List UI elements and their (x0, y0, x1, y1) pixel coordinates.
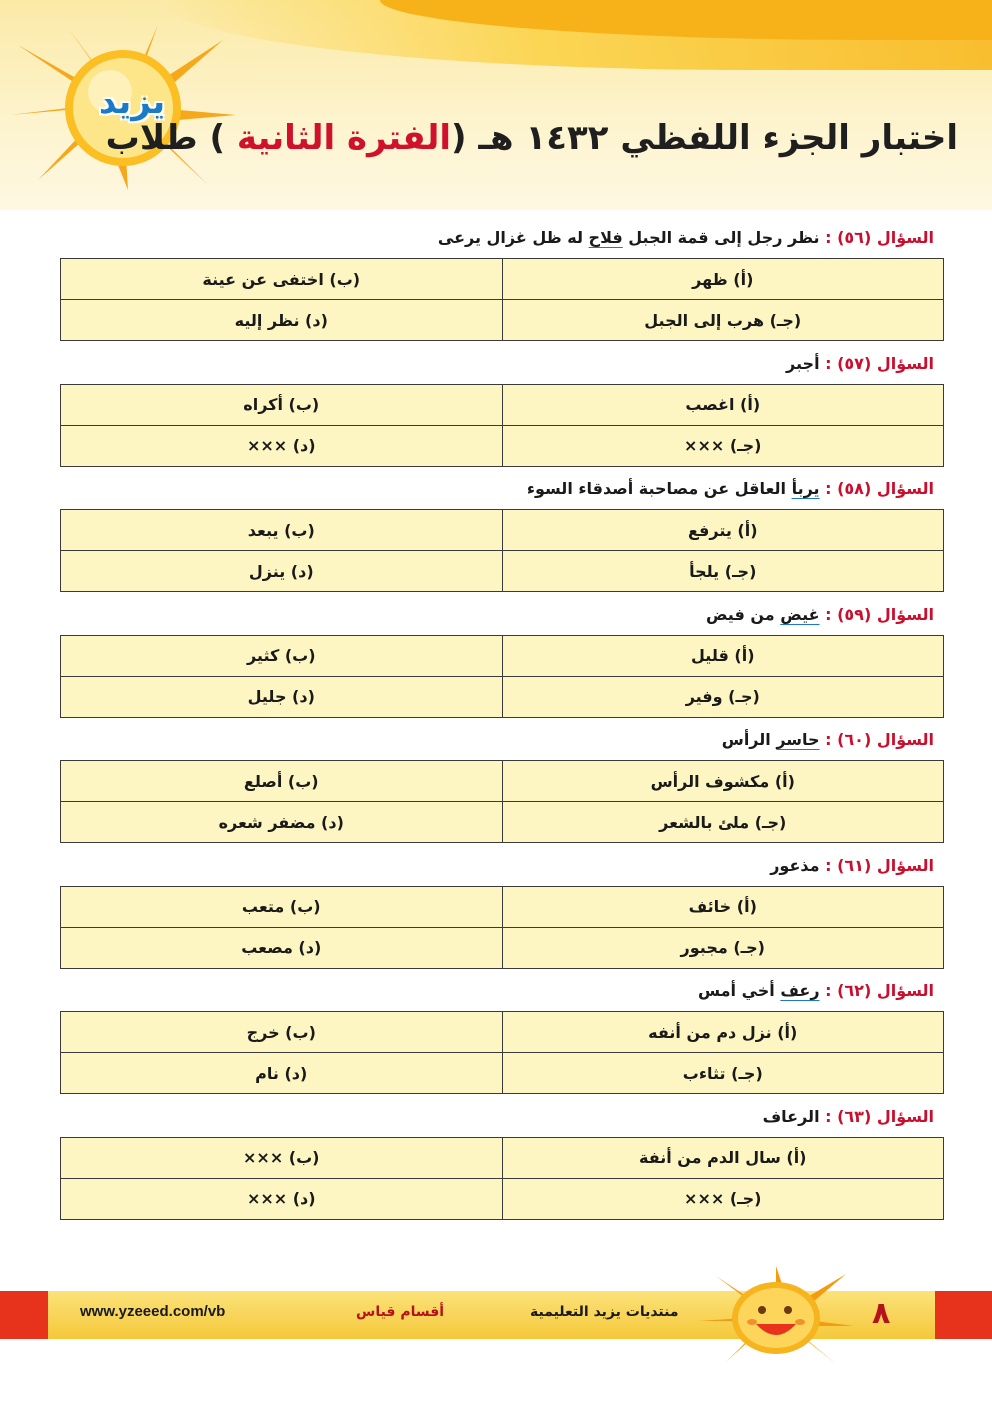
question-stem (698, 981, 820, 1000)
option-d[interactable]: (د) نظر إليه (61, 300, 503, 341)
option-c[interactable]: (جـ) ××× (502, 1178, 944, 1219)
option-a[interactable]: (أ) قليل (502, 635, 944, 676)
smiling-sun-icon (696, 1266, 856, 1366)
option-a[interactable]: (أ) نزل دم من أنفه (502, 1012, 944, 1053)
question-block (60, 222, 944, 348)
option-b[interactable]: (ب) يبعد (61, 510, 503, 551)
option-b[interactable]: (ب) كثير (61, 635, 503, 676)
stem-text: الرعاف (762, 1106, 820, 1126)
question-block (60, 850, 944, 976)
question-line (60, 599, 944, 635)
option-c[interactable]: (جـ) ملئ بالشعر (502, 802, 944, 843)
question-line (60, 975, 944, 1011)
question-label: السؤال (٥٦) : (825, 228, 934, 247)
option-b[interactable]: (ب) متعب (61, 886, 503, 927)
question-stem (527, 479, 820, 498)
options-table (60, 509, 944, 592)
stem-keyword: فلاح (588, 228, 623, 247)
option-a[interactable]: (أ) اغصب (502, 384, 944, 425)
question-line (60, 1101, 944, 1137)
title-suffix: ) طلاب (105, 118, 237, 158)
stem-text: له ظل غزال يرعى (437, 228, 589, 247)
options-table (60, 635, 944, 718)
question-stem (438, 228, 820, 247)
option-b[interactable]: (ب) أصلع (61, 761, 503, 802)
logo-text: يزيد (98, 82, 166, 122)
question-label: السؤال (٥٨) : (825, 479, 934, 498)
question-block (60, 1101, 944, 1227)
stem-text: من فيض (705, 604, 781, 624)
option-a[interactable]: (أ) ظهر (502, 259, 944, 300)
option-c[interactable]: (جـ) هرب إلى الجبل (502, 300, 944, 341)
option-c[interactable]: (جـ) يلجأ (502, 551, 944, 592)
option-b[interactable]: (ب) اختفى عن عينة (61, 259, 503, 300)
question-block (60, 975, 944, 1101)
footer-url-link[interactable]: www.yzeeed.com/vb (80, 1303, 226, 1320)
options-table (60, 1011, 944, 1094)
question-stem (763, 1107, 820, 1126)
questions-list (60, 222, 944, 1226)
question-label: السؤال (٦٢) : (825, 981, 934, 1000)
question-line (60, 222, 944, 258)
question-stem (770, 856, 819, 875)
page-number: ٨ (872, 1296, 891, 1331)
question-block (60, 724, 944, 850)
option-c[interactable]: (جـ) ××× (502, 425, 944, 466)
question-line (60, 348, 944, 384)
options-table (60, 258, 944, 341)
stem-text: نظر رجل إلى قمة الجبل (622, 228, 820, 247)
question-stem (722, 730, 820, 749)
title-text: اختبار الجزء اللفظي ١٤٣٢ هـ ( (451, 118, 958, 158)
stem-keyword: يربأ (791, 479, 820, 498)
question-label: السؤال (٥٩) : (825, 604, 934, 624)
option-c[interactable]: (جـ) مجبور (502, 927, 944, 968)
title-accent: الفترة الثانية (236, 118, 452, 158)
option-d[interactable]: (د) ينزل (61, 551, 503, 592)
option-d[interactable]: (د) جليل (61, 676, 503, 717)
option-a[interactable]: (أ) خائف (502, 886, 944, 927)
option-d[interactable]: (د) نام (61, 1053, 503, 1094)
option-d[interactable]: (د) مضفر شعره (61, 802, 503, 843)
question-label: السؤال (٦٣) : (825, 1106, 934, 1126)
stem-text: أجبر (786, 353, 820, 373)
options-table (60, 384, 944, 467)
option-d[interactable]: (د) مصعب (61, 927, 503, 968)
footer-accent-right (935, 1291, 992, 1339)
footer-forum-name: منتديات يزيد التعليمية (530, 1304, 679, 1320)
question-line (60, 473, 944, 509)
stem-text: أخي أمس (697, 981, 781, 1000)
option-c[interactable]: (جـ) تثاءب (502, 1053, 944, 1094)
stem-keyword: رعف (780, 981, 820, 1000)
question-stem (706, 605, 820, 624)
stem-keyword: حاسر (776, 730, 820, 749)
page-title (106, 118, 958, 158)
question-stem (786, 354, 820, 373)
option-a[interactable]: (أ) يترفع (502, 510, 944, 551)
option-b[interactable]: (ب) خرج (61, 1012, 503, 1053)
option-d[interactable]: (د) ××× (61, 425, 503, 466)
stem-text: الرأس (721, 730, 777, 749)
question-label: السؤال (٥٧) : (825, 353, 934, 373)
stem-text: مذعور (770, 855, 820, 875)
options-table (60, 886, 944, 969)
option-b[interactable]: (ب) أكراه (61, 384, 503, 425)
options-table (60, 760, 944, 843)
question-block (60, 599, 944, 725)
question-block (60, 348, 944, 474)
question-label: السؤال (٦٠) : (825, 730, 934, 749)
option-d[interactable]: (د) ××× (61, 1178, 503, 1219)
stem-keyword: غيض (780, 604, 820, 624)
question-line (60, 724, 944, 760)
option-b[interactable]: (ب) ××× (61, 1137, 503, 1178)
stem-text: العاقل عن مصاحبة أصدقاء السوء (526, 479, 792, 498)
question-line (60, 850, 944, 886)
option-c[interactable]: (جـ) وفير (502, 676, 944, 717)
question-block (60, 473, 944, 599)
footer-section-link[interactable]: أقسام قياس (356, 1304, 445, 1320)
option-a[interactable]: (أ) سال الدم من أنفة (502, 1137, 944, 1178)
options-table (60, 1137, 944, 1220)
page-header (0, 0, 992, 210)
footer-accent-left (0, 1291, 48, 1339)
option-a[interactable]: (أ) مكشوف الرأس (502, 761, 944, 802)
question-label: السؤال (٦١) : (825, 855, 934, 875)
